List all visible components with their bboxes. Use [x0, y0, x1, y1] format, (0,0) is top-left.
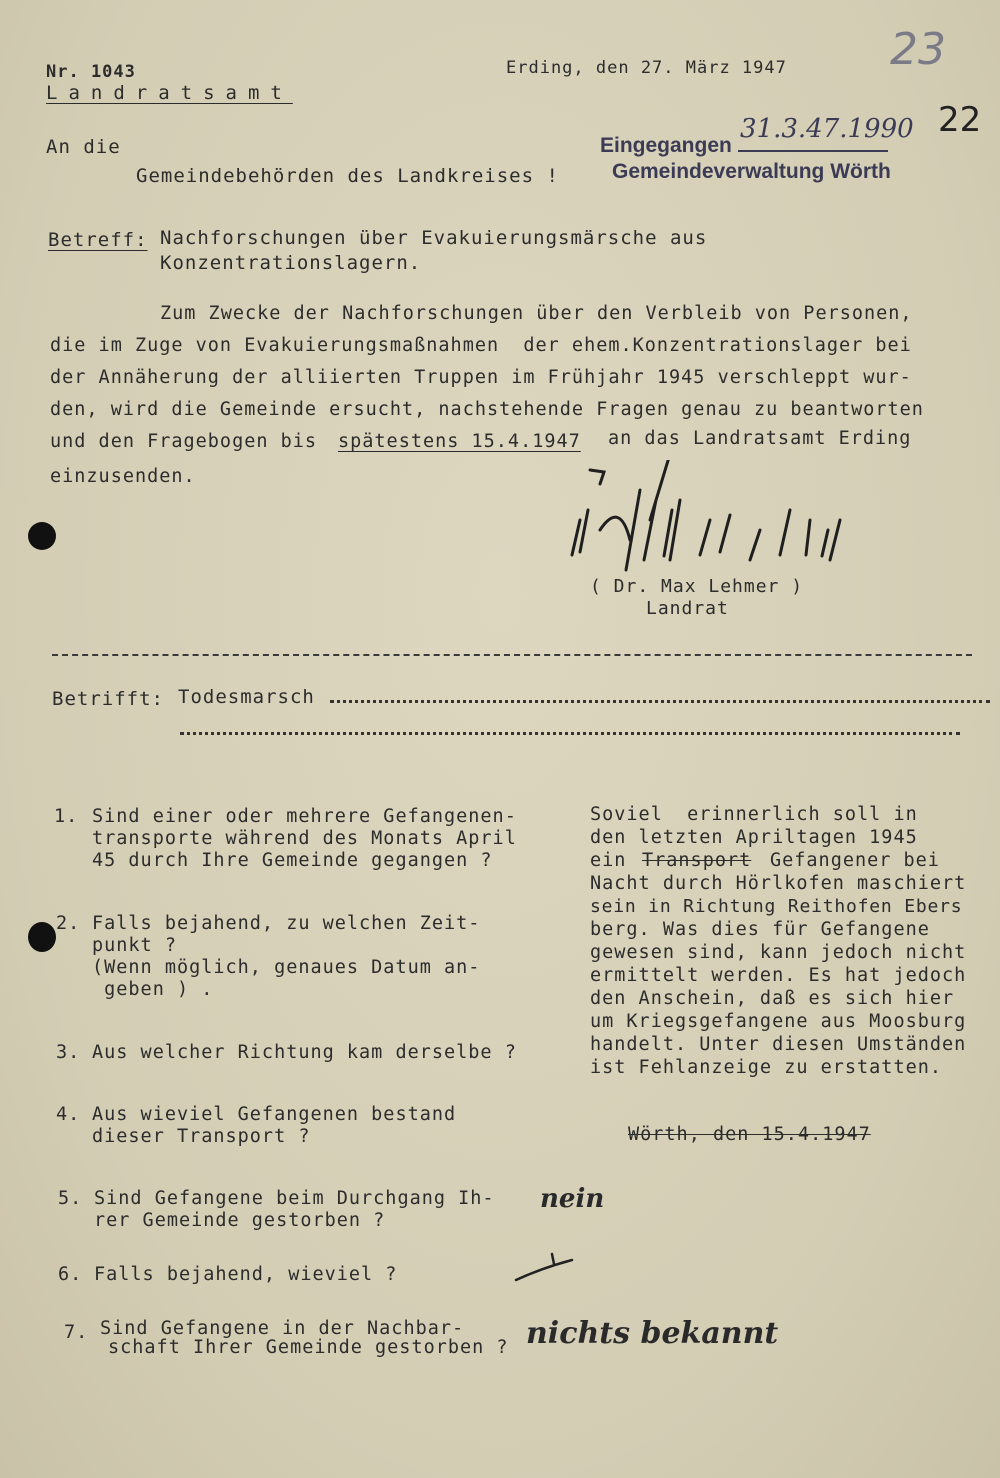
separator-line [52, 654, 972, 656]
answer-line-4: Nacht durch Hörlkofen maschiert [590, 873, 967, 894]
form-subject-dots-1 [330, 700, 990, 703]
subject-line-1: Nachforschungen über Evakuierungsmärsche aus [160, 227, 708, 249]
question-1-number: 1. [54, 806, 79, 827]
answer-line-9: den Anschein, daß es sich hier [590, 988, 955, 1009]
addressee-line-1: An die [46, 136, 121, 158]
place-and-date: Erding, den 27. März 1947 [506, 58, 787, 78]
stamp-received-date: 31.3.47.1990 [740, 114, 914, 144]
question-6-number: 6. [58, 1264, 83, 1285]
body-line-5-end: an das Landratsamt Erding [608, 428, 912, 449]
question-6-line-1: Falls bejahend, wieviel ? [94, 1264, 398, 1285]
form-subject-label: Betrifft: [52, 688, 164, 710]
handwritten-answer-7: nichts bekannt [526, 1316, 779, 1351]
handwritten-dash-answer-6 [512, 1250, 578, 1286]
punch-hole-upper [28, 522, 56, 550]
question-2-line-4: geben ) . [92, 979, 214, 1000]
stamp-received-label: Eingegangen [600, 134, 732, 157]
addressee-line-2: Gemeindebehörden des Landkreises ! [136, 165, 559, 187]
signer-title: Landrat [646, 598, 729, 619]
answer-line-8: ermittelt werden. Es hat jedoch [590, 965, 967, 986]
answer-line-2: den letzten Apriltagen 1945 [590, 827, 918, 848]
body-line-2: die im Zuge von Evakuierungsmaßnahmen der ehem.Konzentrationslager bei [50, 335, 912, 356]
question-1-line-1: Sind einer oder mehrere Gefangenen- [92, 806, 517, 827]
answer-line-7: gewesen sind, kann jedoch nicht [590, 942, 967, 963]
answer-line-12: ist Fehlanzeige zu erstatten. [590, 1057, 943, 1078]
handwritten-answer-5: nein [540, 1184, 605, 1214]
signer-name: ( Dr. Max Lehmer ) [590, 576, 804, 597]
stamp-municipality: Gemeindeverwaltung Wörth [612, 160, 891, 183]
issuing-office: Landratsamt [46, 82, 293, 104]
answer-line-10: um Kriegsgefangene aus Moosburg [590, 1011, 967, 1032]
question-4-number: 4. [56, 1104, 81, 1125]
answer-struck-date: Wörth, den 15.4.1947 [628, 1124, 871, 1145]
form-subject-dots-2 [180, 732, 960, 735]
question-2-number: 2. [56, 913, 81, 934]
deadline: spätestens 15.4.1947 [338, 431, 581, 452]
body-line-6: einzusenden. [50, 466, 196, 487]
answer-struck-word: Transport [642, 850, 752, 871]
question-5-line-1: Sind Gefangene beim Durchgang Ih- [94, 1188, 495, 1209]
folio-number-top: 23 [890, 24, 946, 75]
body-line-4: den, wird die Gemeinde ersucht, nachstehende Fragen genau zu beantworten [50, 399, 924, 420]
folio-number: 22 [938, 100, 982, 140]
answer-line-11: handelt. Unter diesen Umständen [590, 1034, 967, 1055]
subject-line-2: Konzentrationslagern. [160, 252, 422, 274]
body-line-5: und den Fragebogen bis [50, 431, 318, 452]
body-line-1: Zum Zwecke der Nachforschungen über den Verbleib von Personen, [160, 303, 913, 324]
question-2-line-1: Falls bejahend, zu welchen Zeit- [92, 913, 481, 934]
reference-number: Nr. 1043 [46, 62, 136, 82]
answer-line-3b: Gefangener bei [770, 850, 940, 871]
question-2-line-3: (Wenn möglich, genaues Datum an- [92, 957, 481, 978]
question-7-line-1: Sind Gefangene in der Nachbar- [100, 1318, 465, 1339]
form-subject-value: Todesmarsch [178, 686, 315, 708]
question-3-number: 3. [56, 1042, 81, 1063]
body-line-3: der Annäherung der alliierten Truppen im Frühjahr 1945 verschleppt wur- [50, 367, 912, 388]
question-3-line-1: Aus welcher Richtung kam derselbe ? [92, 1042, 517, 1063]
question-1-line-2: transporte während des Monats April [92, 828, 517, 849]
question-2-line-2: punkt ? [92, 935, 177, 956]
subject-label: Betreff: [48, 229, 148, 251]
question-7-number: 7. [64, 1322, 89, 1343]
handwritten-signature [560, 460, 920, 580]
question-7-line-2: schaft Ihrer Gemeinde gestorben ? [108, 1337, 509, 1358]
question-5-number: 5. [58, 1188, 83, 1209]
punch-hole-lower [28, 922, 56, 952]
answer-line-5: sein in Richtung Reithofen Ebers [590, 896, 963, 917]
answer-line-3a: ein [590, 850, 627, 871]
stamp-rule [738, 150, 888, 152]
question-4-line-2: dieser Transport ? [92, 1126, 311, 1147]
question-1-line-3: 45 durch Ihre Gemeinde gegangen ? [92, 850, 493, 871]
answer-line-6: berg. Was dies für Gefangene [590, 919, 930, 940]
answer-line-1: Soviel erinnerlich soll in [590, 804, 918, 825]
question-4-line-1: Aus wieviel Gefangenen bestand [92, 1104, 457, 1125]
question-5-line-2: rer Gemeinde gestorben ? [94, 1210, 386, 1231]
